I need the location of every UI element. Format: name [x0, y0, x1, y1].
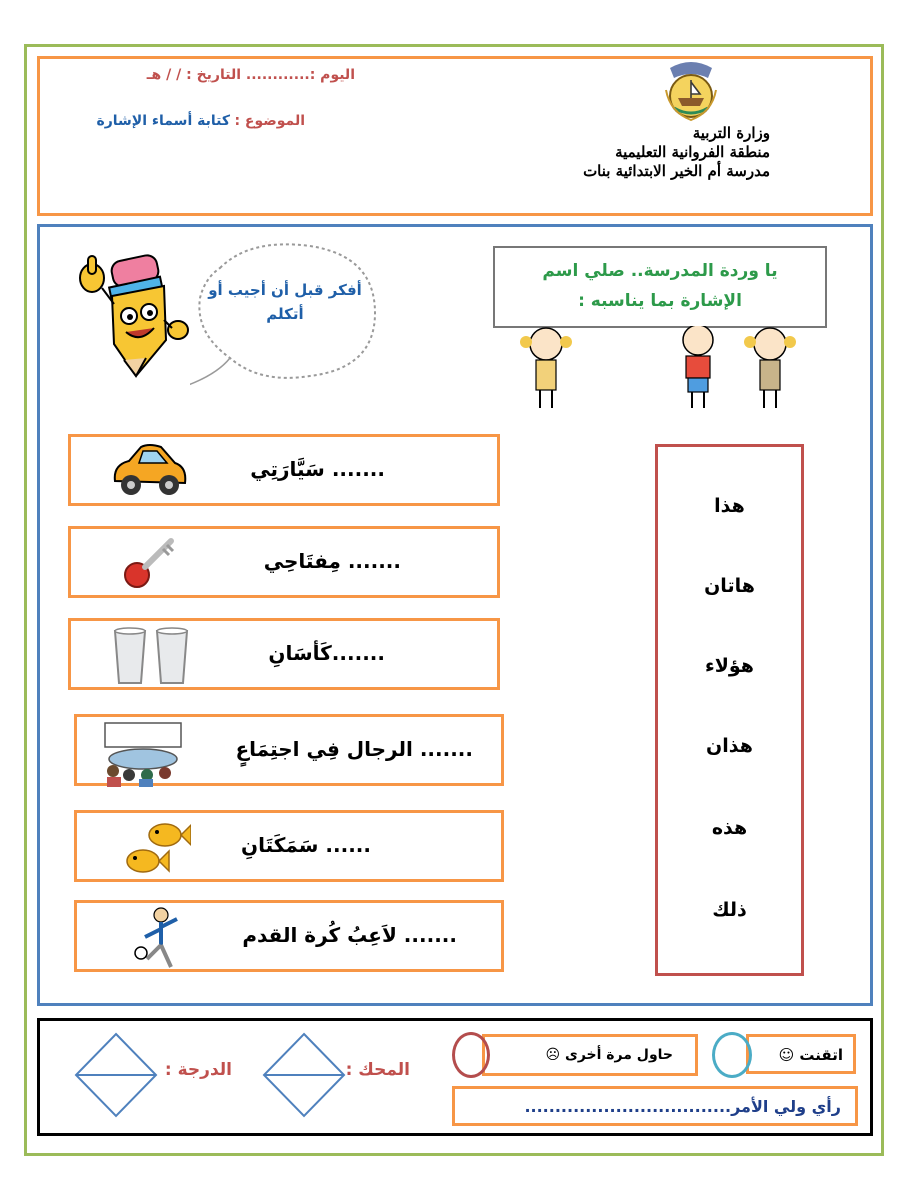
- ministry-line-3: مدرسة أم الخير الابتدائية بنات: [583, 162, 770, 180]
- grade-label: الدرجة :: [164, 1060, 232, 1080]
- thought-text: أفكر قبل أن أجيب أو أتكلم: [208, 281, 362, 323]
- grade-diamond: [74, 1032, 158, 1118]
- word-item[interactable]: هذان: [706, 735, 753, 757]
- criterion-label: المحك :: [345, 1060, 410, 1080]
- kids-holding-sign-icon: [508, 326, 828, 410]
- word-item[interactable]: هذا: [714, 495, 745, 517]
- day-date-line: اليوم :............ التاريخ : / / هـ: [146, 67, 355, 83]
- try-again-box: [482, 1034, 698, 1076]
- subject-value: كتابة أسماء الإشارة: [96, 113, 230, 129]
- word-item[interactable]: ذلك: [712, 899, 747, 921]
- exercise-text: ....... مِفتَاحِي: [263, 549, 401, 573]
- instruction-sign: يا وردة المدرسة.. صلي اسم الإشارة بما يناسبه :: [493, 246, 827, 328]
- car-icon: [109, 441, 189, 503]
- kuwait-emblem-icon: [660, 60, 722, 124]
- parent-opinion-label: رأي ولي الأمر..................................: [524, 1097, 841, 1116]
- criterion-diamond: [262, 1032, 346, 1118]
- exercise-row-1[interactable]: [68, 434, 500, 506]
- exercise-row-3[interactable]: [68, 618, 500, 690]
- exercise-text: ....... لاَعِبُ كُرة القدم: [242, 923, 457, 947]
- meeting-icon: [99, 721, 187, 787]
- exercise-row-5[interactable]: [74, 810, 504, 882]
- exercise-text: ....... الرجال فِي اجتِمَاعٍ: [235, 737, 473, 761]
- football-player-icon: [131, 907, 191, 973]
- key-icon: [123, 533, 179, 591]
- exercise-row-2[interactable]: [68, 526, 500, 598]
- word-item[interactable]: هؤلاء: [705, 655, 754, 677]
- ministry-line-1: وزارة التربية: [692, 124, 770, 142]
- exercise-row-6[interactable]: [74, 900, 504, 972]
- ministry-line-2: منطقة الفروانية التعليمية: [615, 143, 770, 161]
- exercise-text: .......كَأسَانِ: [268, 641, 385, 665]
- exercise-text: ....... سَيَّارَتِي: [250, 457, 385, 481]
- glasses-icon: [109, 625, 193, 687]
- word-item[interactable]: هذه: [711, 817, 748, 839]
- mastered-box: [746, 1034, 856, 1074]
- mastered-checkbox[interactable]: [712, 1032, 752, 1078]
- subject-label: الموضوع :: [234, 113, 305, 129]
- fish-icon: [121, 817, 191, 879]
- parent-opinion-box[interactable]: [452, 1086, 858, 1126]
- subject-line: [96, 113, 305, 129]
- try-again-label: حاول مرة أخرى ☹: [545, 1047, 673, 1063]
- exercise-row-4[interactable]: [74, 714, 504, 786]
- word-bank: [655, 444, 804, 976]
- mastered-label: اتقنت ☺: [778, 1046, 843, 1064]
- pencil-mascot-icon: [74, 248, 192, 386]
- try-again-checkbox[interactable]: [452, 1032, 490, 1078]
- ministry-block: [583, 124, 770, 181]
- exercise-text: ...... سَمَكَتَانِ: [241, 833, 371, 857]
- word-item[interactable]: هاتان: [704, 575, 755, 597]
